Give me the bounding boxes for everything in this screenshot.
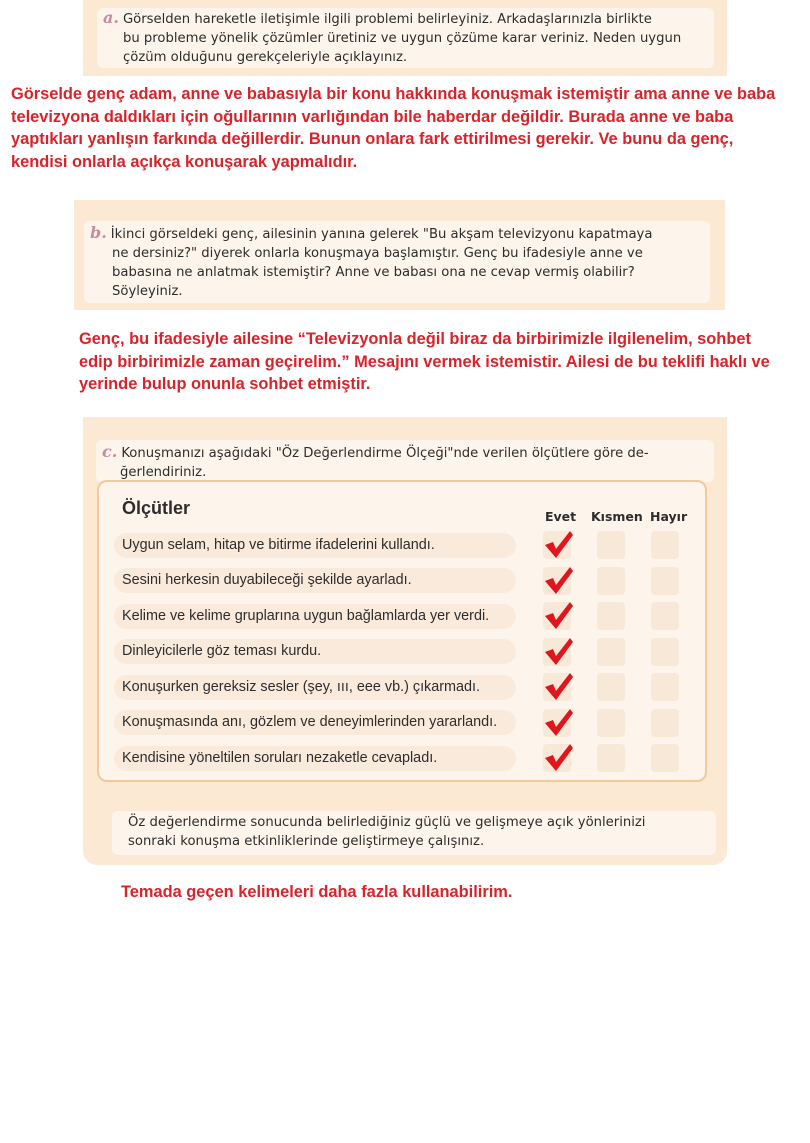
checkbox-hayir[interactable] [651,744,679,772]
checkbox-kismen[interactable] [597,531,625,559]
section-c-question: c. Konuşmanızı aşağıdaki "Öz Değerlendirme Ölçeği"nde verilen ölçütlere göre de- ğerlendiriniz. [96,440,714,482]
checkbox-kismen[interactable] [597,673,625,701]
checkmark-icon [542,670,574,702]
section-a-letter: a. [103,8,119,27]
checkmark-icon [542,635,574,667]
checkbox-kismen[interactable] [597,744,625,772]
checkmark-icon [542,599,574,631]
checkmark-icon [542,564,574,596]
checkmark-icon [542,528,574,560]
criteria-title: Ölçütler [122,498,191,518]
evaluation-table [97,480,707,782]
section-b-answer: Genç, bu ifadesiyle ailesine “Televizyonla değil biraz da birbirimizle ilgilenelim, sohbet edip birbirimizle zaman geçirelim.” Mesajını vermek istemistir. Ailesi de bu teklifi haklı ve yerinde bulup onunla sohbet etmiştir. [79,330,770,393]
checkbox-kismen[interactable] [597,638,625,666]
section-c-followup: Öz değerlendirme sonucunda belirlediğiniz güçlü ve gelişmeye açık yönlerinizi sonraki konuşma etkinliklerinde geliştirmeye çalışınız. [112,811,716,855]
criteria-row-label: Dinleyicilerle göz teması kurdu. [114,639,516,664]
column-header-hayir: Hayır [650,509,688,524]
checkbox-hayir[interactable] [651,673,679,701]
section-a-question: a. Görselden hareketle iletişimle ilgili problemi belirleyiniz. Arkadaşlarınızla birlikte bu probleme yönelik çözümler üretiniz ve uygun çözüme karar veriniz. Neden uygun çözüm olduğunu gerekçeleriyle açıklayınız. [97,8,714,68]
checkbox-kismen[interactable] [597,602,625,630]
section-b-question: b. İkinci görseldeki genç, ailesinin yanına gelerek "Bu akşam televizyonu kapatmaya ne dersiniz?" diyerek onlarla konuşmaya başlamıştır. Genç bu ifadesiyle anne ve babasına ne anlatmak istemiştir? Anne ve babası ona ne cevap vermiş olabilir? Söyleyiniz. [84,221,710,303]
criteria-row-label: Kendisine yöneltilen soruları nezaketle cevapladı. [114,746,516,771]
section-c-final-answer: Temada geçen kelimeleri daha fazla kullanabilirim. [121,883,513,901]
checkmark-icon [542,741,574,773]
section-a-answer: Görselde genç adam, anne ve babasıyla bir konu hakkında konuşmak istemiştir ama anne ve baba televizyona daldıkları için oğullarının varlığından bile haberdar değildir. Burada anne ve baba yaptıkları yanlışın farkında değillerdir. Bunun onlara fark ettirilmesi gerekir. Ve bunu da genç, kendisi onlarla açıkça konuşarak yapmalıdır. [11,85,776,171]
checkbox-hayir[interactable] [651,709,679,737]
criteria-row-label: Uygun selam, hitap ve bitirme ifadelerini kullandı. [114,533,516,558]
section-b-letter: b. [90,223,107,242]
criteria-row-label: Konuşurken gereksiz sesler (şey, ııı, eee vb.) çıkarmadı. [114,675,516,700]
criteria-row-label: Kelime ve kelime gruplarına uygun bağlamlarda yer verdi. [114,604,516,629]
section-c-letter: c. [102,442,118,461]
column-header-evet: Evet [545,509,577,524]
checkbox-hayir[interactable] [651,602,679,630]
checkbox-hayir[interactable] [651,638,679,666]
column-header-kismen: Kısmen [591,509,643,524]
checkbox-hayir[interactable] [651,531,679,559]
criteria-row-label: Sesini herkesin duyabileceği şekilde ayarladı. [114,568,516,593]
criteria-row-label: Konuşmasında anı, gözlem ve deneyimlerinden yararlandı. [114,710,516,735]
checkbox-hayir[interactable] [651,567,679,595]
checkbox-kismen[interactable] [597,567,625,595]
checkbox-kismen[interactable] [597,709,625,737]
checkmark-icon [542,706,574,738]
